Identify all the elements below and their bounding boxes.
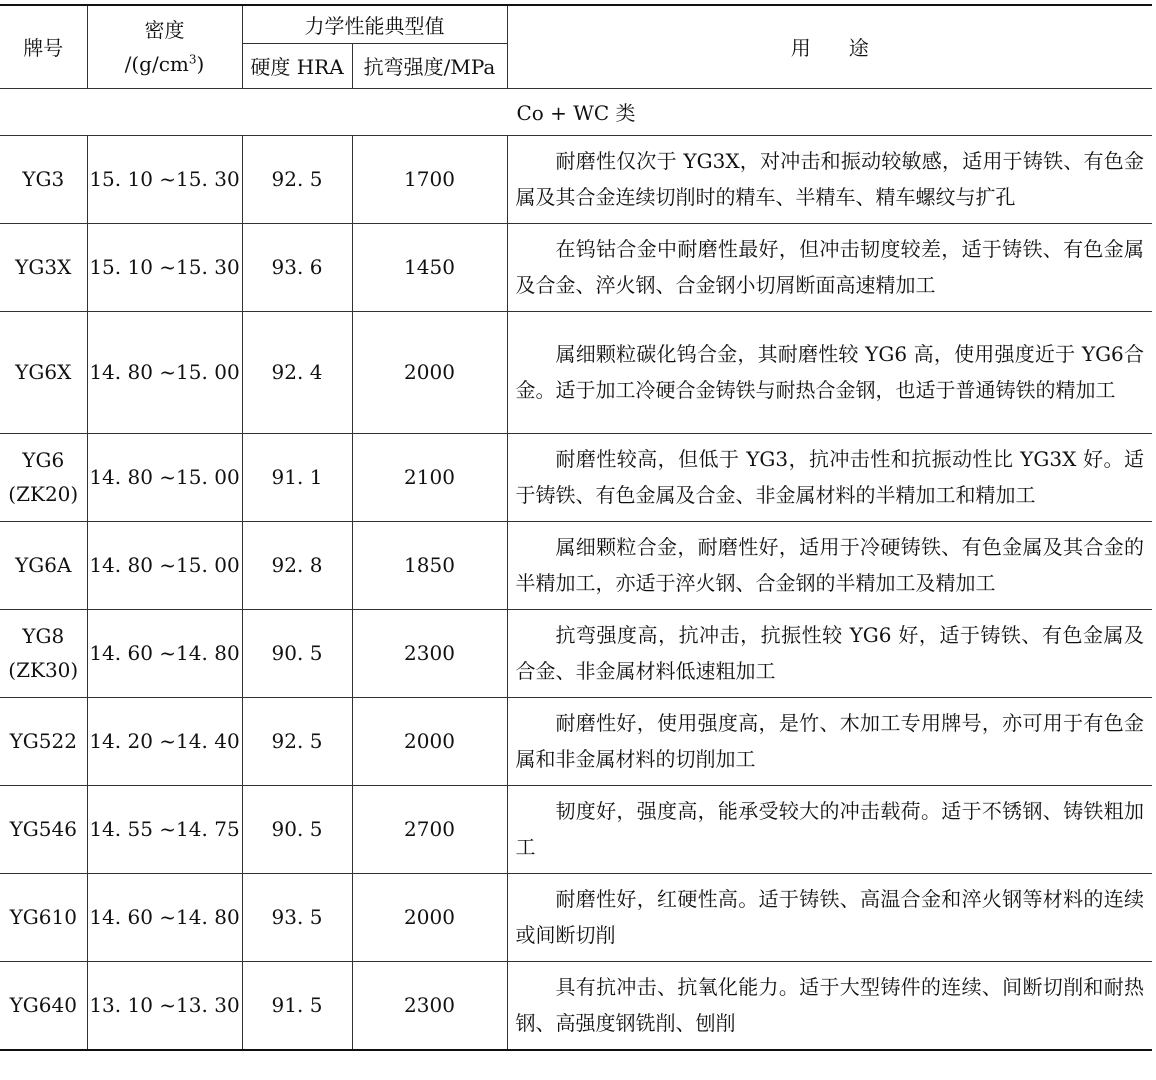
header-bending-strength: 抗弯强度/MPa	[352, 43, 507, 88]
use-cell	[507, 785, 1152, 873]
use-cell	[507, 311, 1152, 433]
density-cell: 14. 80 ~15. 00	[87, 311, 242, 433]
grade-code: YG610	[9, 905, 77, 929]
density-cell: 13. 10 ~13. 30	[87, 961, 242, 1050]
use-text: 韧度好，强度高，能承受较大的冲击载荷。适于不锈钢、铸铁粗加工	[515, 799, 1144, 859]
strength-cell: 2300	[352, 609, 507, 697]
use-cell	[507, 135, 1152, 223]
carbide-grade-table	[0, 4, 1152, 1051]
hardness-cell: 93. 5	[242, 873, 352, 961]
strength-cell: 1450	[352, 223, 507, 311]
grade-code: YG3	[22, 167, 65, 191]
use-text: 耐磨性好，使用强度高，是竹、木加工专用牌号，亦可用于有色金属和非金属材料的切削加工	[515, 711, 1144, 771]
header-hardness: 硬度 HRA	[242, 43, 352, 88]
grade-code: YG8	[22, 624, 65, 648]
grade-cell	[0, 609, 87, 697]
use-text: 耐磨性好，红硬性高。适于铸铁、高温合金和淬火钢等材料的连续或间断切削	[515, 887, 1144, 947]
grade-cell	[0, 433, 87, 521]
hardness-cell: 92. 4	[242, 311, 352, 433]
grade-code: YG640	[9, 993, 77, 1017]
grade-cell	[0, 697, 87, 785]
density-cell: 14. 20 ~14. 40	[87, 697, 242, 785]
grade-note: (ZK30)	[8, 658, 79, 682]
table-row	[0, 609, 1152, 697]
table-row	[0, 433, 1152, 521]
grade-cell	[0, 961, 87, 1050]
strength-cell: 2100	[352, 433, 507, 521]
table-row	[0, 785, 1152, 873]
use-cell	[507, 223, 1152, 311]
header-use: 用途	[507, 5, 1152, 88]
grade-code: YG6X	[15, 360, 72, 384]
grade-note: (ZK20)	[8, 482, 79, 506]
strength-cell: 2000	[352, 311, 507, 433]
table-row	[0, 311, 1152, 433]
use-cell	[507, 521, 1152, 609]
hardness-cell: 90. 5	[242, 785, 352, 873]
table-row	[0, 135, 1152, 223]
table-row	[0, 521, 1152, 609]
grade-code: YG3X	[15, 255, 72, 279]
grade-cell	[0, 785, 87, 873]
strength-cell: 1850	[352, 521, 507, 609]
grade-cell	[0, 135, 87, 223]
use-cell	[507, 697, 1152, 785]
strength-cell: 1700	[352, 135, 507, 223]
grade-code: YG546	[9, 817, 77, 841]
use-text: 在钨钴合金中耐磨性最好，但冲击韧度较差，适于铸铁、有色金属及合金、淬火钢、合金钢小切屑断面高速精加工	[515, 237, 1144, 297]
strength-cell: 2000	[352, 697, 507, 785]
hardness-cell: 92. 5	[242, 697, 352, 785]
use-cell	[507, 433, 1152, 521]
hardness-cell: 92. 5	[242, 135, 352, 223]
hardness-cell: 93. 6	[242, 223, 352, 311]
table-row	[0, 961, 1152, 1050]
density-cell: 14. 60 ~14. 80	[87, 609, 242, 697]
use-text: 属细颗粒合金，耐磨性好，适用于冷硬铸铁、有色金属及其合金的半精加工，亦适于淬火钢、合金钢的半精加工及精加工	[515, 535, 1144, 595]
use-text: 具有抗冲击、抗氧化能力。适于大型铸件的连续、间断切削和耐热钢、高强度钢铣削、刨削	[515, 975, 1144, 1035]
hardness-cell: 90. 5	[242, 609, 352, 697]
grade-cell	[0, 311, 87, 433]
hardness-cell: 91. 5	[242, 961, 352, 1050]
header-mech-group: 力学性能典型值	[242, 5, 507, 43]
density-cell: 15. 10 ~15. 30	[87, 135, 242, 223]
header-grade: 牌号	[0, 5, 87, 88]
density-cell: 15. 10 ~15. 30	[87, 223, 242, 311]
table-row	[0, 223, 1152, 311]
strength-cell: 2700	[352, 785, 507, 873]
density-cell: 14. 60 ~14. 80	[87, 873, 242, 961]
use-text: 属细颗粒碳化钨合金，其耐磨性较 YG6 高，使用强度近于 YG6合金。适于加工冷硬合金铸铁与耐热合金钢，也适于普通铸铁的精加工	[515, 342, 1144, 402]
use-cell	[507, 873, 1152, 961]
use-cell	[507, 961, 1152, 1050]
header-row-top	[0, 5, 1152, 43]
grade-cell	[0, 223, 87, 311]
grade-cell	[0, 873, 87, 961]
use-cell	[507, 609, 1152, 697]
density-cell: 14. 80 ~15. 00	[87, 433, 242, 521]
density-cell: 14. 80 ~15. 00	[87, 521, 242, 609]
header-density	[87, 5, 242, 88]
strength-cell: 2300	[352, 961, 507, 1050]
header-density-unit: $/(g/cm^3)$	[124, 51, 205, 76]
table-row	[0, 697, 1152, 785]
density-cell: 14. 55 ~14. 75	[87, 785, 242, 873]
grade-code: YG522	[9, 729, 77, 753]
use-text: 抗弯强度高，抗冲击，抗振性较 YG6 好，适于铸铁、有色金属及合金、非金属材料低速粗加工	[515, 623, 1144, 683]
hardness-cell: 92. 8	[242, 521, 352, 609]
hardness-cell: 91. 1	[242, 433, 352, 521]
use-text: 耐磨性较高，但低于 YG3，抗冲击性和抗振动性比 YG3X 好。适于铸铁、有色金属及合金、非金属材料的半精加工和精加工	[515, 447, 1144, 507]
category-row	[0, 88, 1152, 135]
use-text: 耐磨性仅次于 YG3X，对冲击和振动较敏感，适用于铸铁、有色金属及其合金连续切削时的精车、半精车、精车螺纹与扩孔	[515, 149, 1144, 209]
table-row	[0, 873, 1152, 961]
strength-cell: 2000	[352, 873, 507, 961]
grade-cell	[0, 521, 87, 609]
grade-code: YG6A	[15, 553, 72, 577]
header-density-line1: 密度	[144, 17, 185, 42]
category-label: Co + WC 类	[0, 88, 1152, 135]
grade-code: YG6	[22, 448, 65, 472]
